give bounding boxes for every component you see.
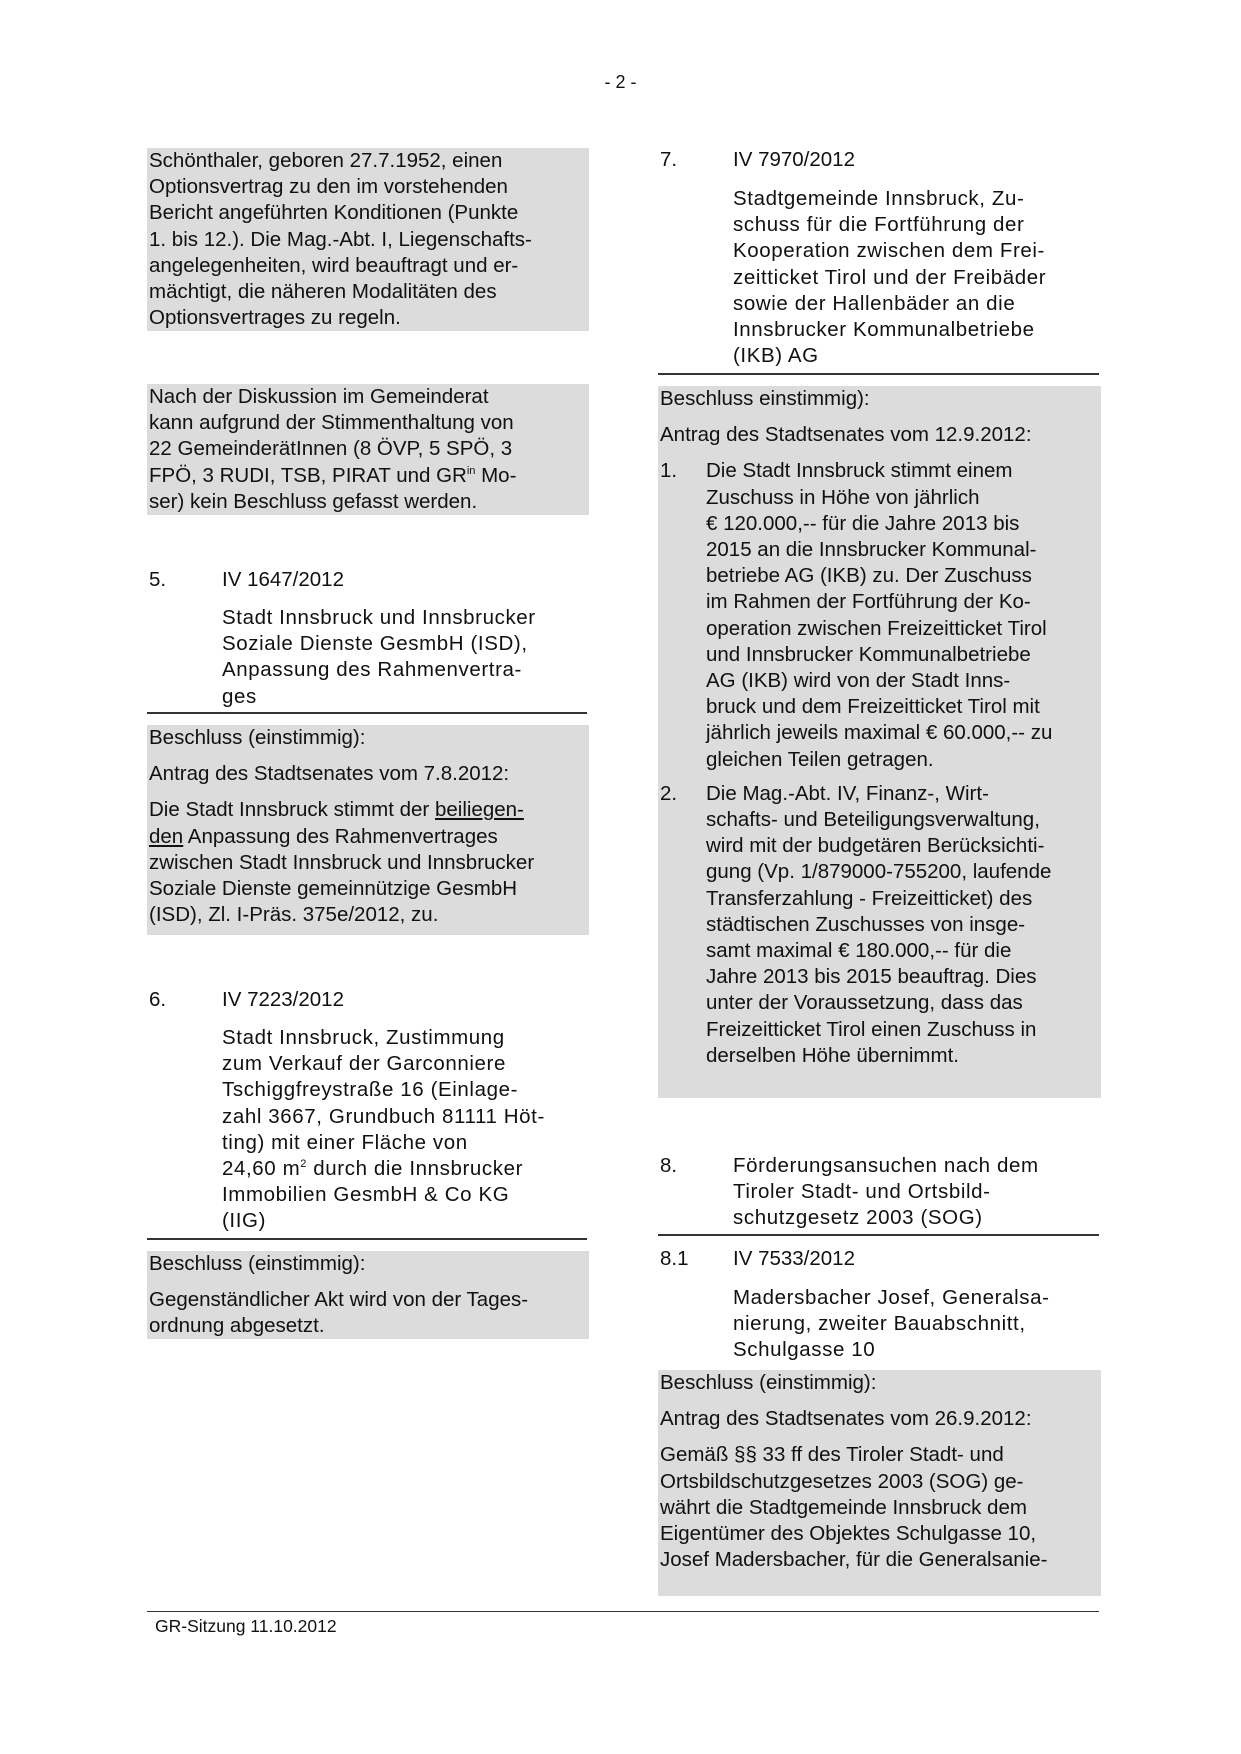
item-7-resolution: Beschluss einstimmig):	[660, 387, 870, 410]
item-5-code: IV 1647/2012	[222, 568, 344, 591]
item-8-number: 8.	[660, 1154, 678, 1177]
item-7-rule	[658, 373, 1099, 375]
item-5-title: Stadt Innsbruck und Innsbrucker Soziale Dienste GesmbH (ISD), Anpassung des Rahmenvertra- ges	[222, 606, 536, 708]
footer-text: GR-Sitzung 11.10.2012	[155, 1616, 337, 1636]
item-6-rule	[147, 1238, 587, 1240]
footer-rule	[147, 1611, 1099, 1612]
item-5-motion: Antrag des Stadtsenates vom 7.8.2012:	[149, 762, 510, 786]
item-6-code: IV 7223/2012	[222, 988, 344, 1011]
item-5-resolution-block: Beschluss (einstimmig): Antrag des Stadtsenates vom 7.8.2012: Die Stadt Innsbruck stimmt der beiliegen- den Anpassung des Rahmenvertrages zwischen Stadt Innsbruck und Innsbrucker Soziale Dienste gemeinnützige GesmbH (ISD), Zl. I-Präs. 375e/2012, zu.	[147, 725, 589, 935]
item-7-code: IV 7970/2012	[733, 148, 855, 171]
item-7-number: 7.	[660, 148, 678, 171]
item-6-number: 6.	[149, 988, 167, 1011]
item-8-1-number: 8.1	[660, 1247, 689, 1270]
item-8-1-title: Madersbacher Josef, Generalsa- nierung, zweiter Bauabschnitt, Schulgasse 10	[733, 1286, 1050, 1362]
item-6-resolution-block: Beschluss (einstimmig): Gegenständlicher Akt wird von der Tages- ordnung abgesetzt.	[147, 1251, 589, 1339]
item-8-1-resolution: Beschluss (einstimmig):	[660, 1371, 877, 1394]
item-6-title: Stadt Innsbruck, Zustimmung zum Verkauf der Garconniere Tschiggfreystraße 16 (Einlage- zahl 3667, Grundbuch 81111 Höt- ting) mit einer Fläche von 24,60 $m^2$ durch die Innsbrucker Immobilien GesmbH & Co KG (IIG)	[222, 1026, 545, 1233]
item-7-point-1: 1. Die Stadt Innsbruck stimmt einem Zuschuss in Höhe von jährlich € 120.000,-- für die Jahre 2013 bis 2015 an die Innsbrucker Kommunal- betriebe AG (IKB) zu. Der Zuschuss im Rahmen der Fortführung der Ko- operation zwischen Freizeitticket Tirol und Innsbrucker Kommunalbetriebe AG (IKB) wird von der Stadt Inns- bruck und dem Freizeitticket Tirol mit jährlich jeweils maximal € 60.000,-- zu gleichen Teilen getragen.	[660, 459, 1053, 771]
item-5-resolution: Beschluss (einstimmig):	[149, 726, 366, 749]
option-contract-text: Schönthaler, geboren 27.7.1952, einen Optionsvertrag zu den im vorstehenden Bericht angeführten Konditionen (Punkte 1. bis 12.). Die Mag.-Abt. I, Liegenschafts- angelegenheiten, wird beauftragt und er- mächtigt, die näheren Modalitäten des Optionsvertrages zu regeln.	[147, 148, 589, 331]
item-7-point-2: 2. Die Mag.-Abt. IV, Finanz-, Wirt- schafts- und Beteiligungsverwaltung, wird mit der budgetären Berücksichti- gung (Vp. 1/879000-755200, laufende Transferzahlung - Freizeitticket) des städtischen Zuschusses von insge- samt maximal € 180.000,-- für die Jahre 2013 bis 2015 beauftrag. Dies unter der Voraussetzung, dass das Freizeitticket Tirol einen Zuschuss in derselben Höhe übernimmt.	[660, 781, 1052, 1067]
item-8-1-motion: Antrag des Stadtsenates vom 26.9.2012:	[660, 1407, 1032, 1431]
item-7-motion: Antrag des Stadtsenates vom 12.9.2012:	[660, 423, 1032, 447]
page-number: - 2 -	[604, 72, 637, 92]
item-6-resolution: Beschluss (einstimmig):	[149, 1252, 366, 1275]
item-5-number: 5.	[149, 568, 167, 591]
item-8-rule	[658, 1234, 1099, 1236]
item-8-1-code: IV 7533/2012	[733, 1247, 855, 1270]
item-8-1-resolution-block: Beschluss (einstimmig): Antrag des Stadtsenates vom 26.9.2012: Gemäß §§ 33 ff des Tiroler Stadt- und Ortsbildschutzgesetzes 2003 (SOG) ge- währt die Stadtgemeinde Innsbruck dem Eigentümer des Objektes Schulgasse 10, Josef Madersbacher, für die Generalsanie-	[658, 1370, 1101, 1596]
item-7-resolution-block	[658, 386, 1101, 1098]
discussion-note: Nach der Diskussion im Gemeinderat kann aufgrund der Stimmenthaltung von 22 GemeinderätInnen (8 ÖVP, 5 SPÖ, 3 FPÖ, 3 RUDI, TSB, PIRAT und $GR^{in}$ Mo- ser) kein Beschluss gefasst werden.	[147, 384, 589, 515]
item-8-title: Förderungsansuchen nach dem Tiroler Stadt- und Ortsbild- schutzgesetz 2003 (SOG)	[733, 1154, 1039, 1230]
item-5-rule	[147, 712, 587, 714]
item-7-title: Stadtgemeinde Innsbruck, Zu- schuss für die Fortführung der Kooperation zwischen dem Frei- zeitticket Tirol und der Freibäder sowie der Hallenbäder an die Innsbrucker Kommunalbetriebe (IKB) AG	[733, 187, 1047, 368]
